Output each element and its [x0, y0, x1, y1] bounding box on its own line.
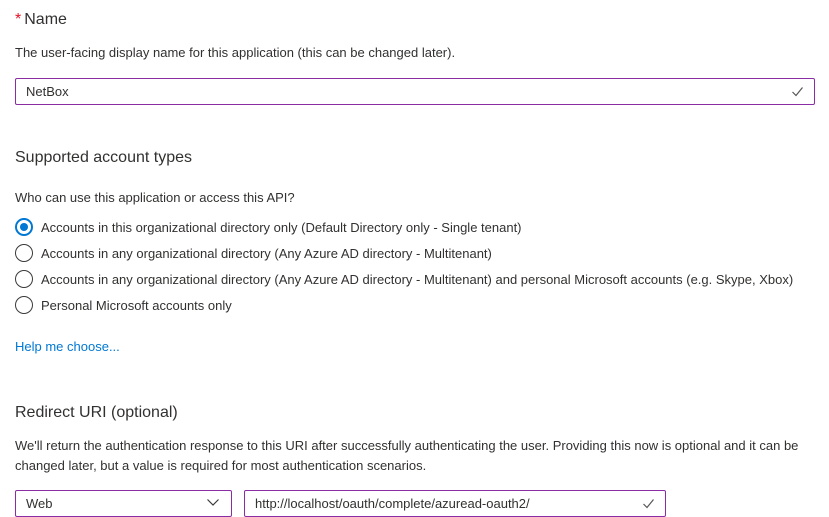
account-type-radio-group — [15, 214, 815, 318]
name-label: Name — [24, 11, 67, 28]
redirect-uri-field-container — [244, 490, 666, 517]
radio-option-label: Accounts in any organizational directory (Any Azure AD directory - Multitenant) — [41, 245, 492, 261]
help-me-choose-link[interactable]: Help me choose... — [15, 339, 120, 354]
account-types-question: Who can use this application or access this API? — [15, 190, 295, 205]
radio-option-label: Accounts in any organizational directory (Any Azure AD directory - Multitenant) and personal Microsoft accounts (e.g. Skype, Xbox) — [41, 271, 794, 287]
radio-unselected-icon[interactable] — [15, 270, 33, 288]
valid-checkmark-icon — [790, 84, 805, 99]
redirect-uri-description: We'll return the authentication response to this URI after successfully authenticating the user. Providing this now is optional and it can be changed later, but a value is required for most authentication scenarios. — [15, 438, 799, 473]
redirect-uri-input[interactable] — [245, 496, 641, 511]
valid-checkmark-icon — [641, 496, 656, 511]
account-type-option-1[interactable] — [15, 240, 815, 266]
platform-select[interactable] — [15, 490, 232, 517]
account-types-title: Supported account types — [15, 149, 193, 166]
name-description: The user-facing display name for this application (this can be changed later). — [15, 45, 456, 60]
radio-unselected-icon[interactable] — [15, 296, 33, 314]
radio-selected-icon[interactable] — [15, 218, 33, 236]
radio-unselected-icon[interactable] — [15, 244, 33, 262]
account-type-option-3[interactable] — [15, 292, 815, 318]
chevron-down-icon — [206, 495, 220, 512]
name-input[interactable] — [16, 84, 790, 99]
name-field-container — [15, 78, 815, 105]
redirect-uri-title: Redirect URI (optional) — [15, 404, 178, 421]
name-section-title — [15, 10, 815, 30]
platform-select-value: Web — [26, 496, 53, 511]
redirect-uri-row — [15, 490, 815, 517]
required-asterisk: * — [15, 11, 22, 28]
account-type-option-0[interactable] — [15, 214, 815, 240]
radio-option-label: Personal Microsoft accounts only — [41, 297, 232, 313]
radio-option-label: Accounts in this organizational directory only (Default Directory only - Single tenant) — [41, 219, 522, 235]
account-type-option-2[interactable] — [15, 266, 815, 292]
